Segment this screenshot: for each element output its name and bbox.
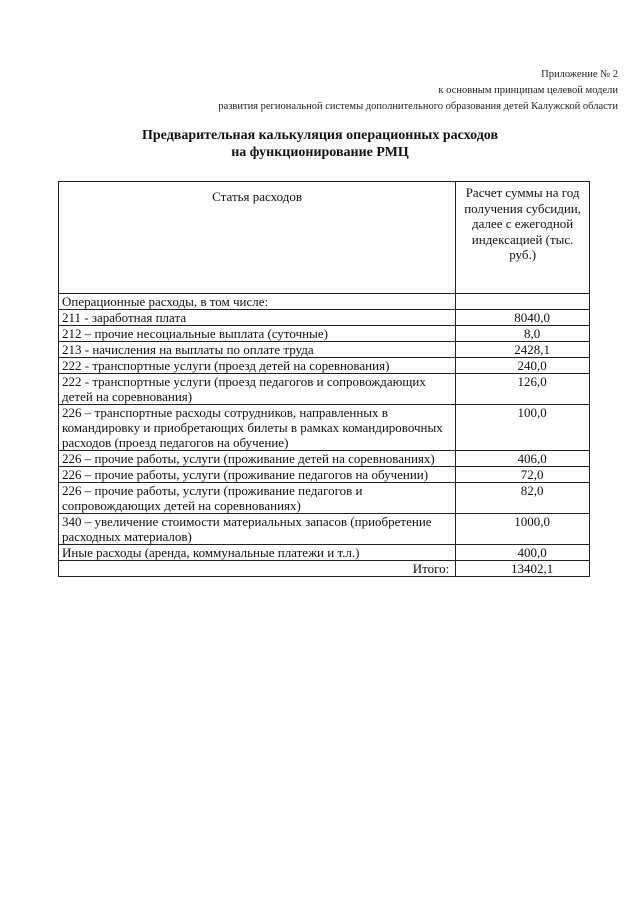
table-row bbox=[59, 514, 590, 545]
row-name: 211 - заработная плата bbox=[59, 310, 456, 326]
row-name: 213 - начисления на выплаты по оплате труда bbox=[59, 342, 456, 358]
row-value: 100,0 bbox=[456, 405, 590, 451]
row-value: 1000,0 bbox=[456, 514, 590, 545]
row-name: 226 – прочие работы, услуги (проживание детей на соревнованиях) bbox=[59, 451, 456, 467]
expense-table bbox=[58, 181, 590, 577]
row-value: 406,0 bbox=[456, 451, 590, 467]
row-value: 72,0 bbox=[456, 467, 590, 483]
section-value bbox=[456, 294, 590, 310]
row-name: 226 – прочие работы, услуги (проживание педагогов на обучении) bbox=[59, 467, 456, 483]
row-value: 126,0 bbox=[456, 374, 590, 405]
table-row bbox=[59, 405, 590, 451]
row-name: 222 - транспортные услуги (проезд педагогов и сопровождающих детей на соревнования) bbox=[59, 374, 456, 405]
appendix-reference: к основным принципам целевой модели bbox=[438, 85, 618, 96]
table-row bbox=[59, 483, 590, 514]
appendix-note bbox=[218, 67, 618, 115]
header-amount: Расчет суммы на год получения субсидии, далее с ежегодной индексацией (тыс. руб.) bbox=[456, 182, 590, 294]
table-header-row bbox=[59, 182, 590, 294]
total-value: 13402,1 bbox=[456, 561, 590, 577]
section-label: Операционные расходы, в том числе: bbox=[59, 294, 456, 310]
row-name: 222 - транспортные услуги (проезд детей на соревнования) bbox=[59, 358, 456, 374]
table-row bbox=[59, 451, 590, 467]
document-title bbox=[0, 127, 640, 161]
table-row bbox=[59, 374, 590, 405]
row-name: 212 – прочие несоциальные выплата (суточные) bbox=[59, 326, 456, 342]
appendix-subject: развития региональной системы дополнительного образования детей Калужской области bbox=[218, 101, 618, 112]
row-value: 82,0 bbox=[456, 483, 590, 514]
header-expense-item: Статья расходов bbox=[59, 182, 456, 294]
row-name: Иные расходы (аренда, коммунальные платежи и т.л.) bbox=[59, 545, 456, 561]
table-row bbox=[59, 545, 590, 561]
table-row bbox=[59, 342, 590, 358]
row-value: 8,0 bbox=[456, 326, 590, 342]
appendix-number: Приложение № 2 bbox=[541, 69, 618, 80]
row-value: 2428,1 bbox=[456, 342, 590, 358]
total-row bbox=[59, 561, 590, 577]
document-title-line-1: Предварительная калькуляция операционных расходов bbox=[141, 128, 498, 143]
row-name: 340 – увеличение стоимости материальных запасов (приобретение расходных материалов) bbox=[59, 514, 456, 545]
section-row bbox=[59, 294, 590, 310]
table-row bbox=[59, 467, 590, 483]
table-row bbox=[59, 326, 590, 342]
row-value: 240,0 bbox=[456, 358, 590, 374]
row-name: 226 – прочие работы, услуги (проживание педагогов и сопровождающих детей на соревнованиях) bbox=[59, 483, 456, 514]
row-name: 226 – транспортные расходы сотрудников, направленных в командировку и приобретающих билеты в рамках командировочных расходов (проезд педагогов на обучение) bbox=[59, 405, 456, 451]
document-title-line-2: на функционирование РМЦ bbox=[231, 145, 409, 160]
row-value: 400,0 bbox=[456, 545, 590, 561]
row-value: 8040,0 bbox=[456, 310, 590, 326]
table-row bbox=[59, 310, 590, 326]
table-row bbox=[59, 358, 590, 374]
total-label: Итого: bbox=[59, 561, 456, 577]
